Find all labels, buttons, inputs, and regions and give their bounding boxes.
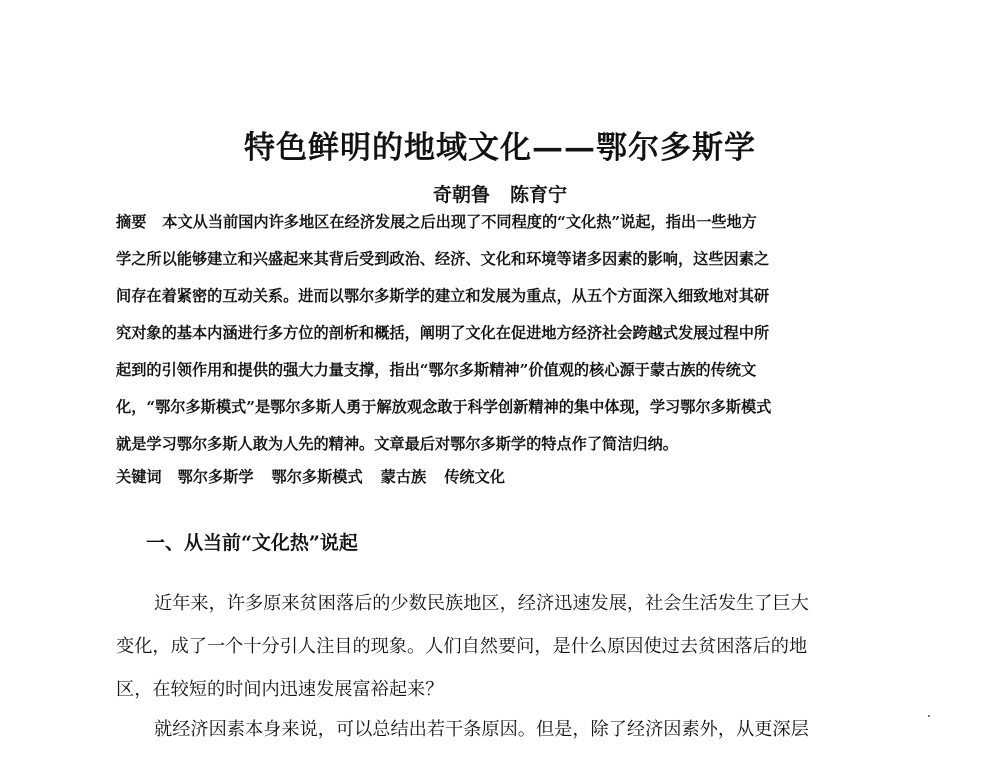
- body-line: 变化，成了一个十分引人注目的现象。人们自然要问，是什么原因使过去贫困落后的地: [116, 636, 808, 657]
- keywords-label: 关键词: [116, 468, 162, 486]
- abstract-line: [116, 211, 886, 233]
- body-line: 近年来，许多原来贫困落后的少数民族地区，经济迅速发展，社会生活发生了巨大: [154, 593, 809, 614]
- abstract-line: 就是学习鄂尔多斯人敢为人先的精神。文章最后对鄂尔多斯学的特点作了简洁归纳。: [116, 435, 678, 453]
- scan-speck: [928, 715, 930, 717]
- body-line: 区，在较短的时间内迅速发展富裕起来？: [116, 679, 444, 700]
- section-heading: 一、从当前“文化热”说起: [146, 532, 358, 554]
- paper-title: 特色鲜明的地域文化——鄂尔多斯学: [244, 130, 756, 166]
- author-list: [0, 180, 1000, 207]
- abstract-text: 本文从当前国内许多地区在经济发展之后出现了不同程度的“文化热”说起，指出一些地方: [162, 213, 757, 231]
- keywords-line: [116, 466, 886, 488]
- abstract-line: 化，“鄂尔多斯模式”是鄂尔多斯人勇于解放观念敢于科学创新精神的集中体现，学习鄂尔多斯模式: [116, 398, 772, 416]
- keyword: 传统文化: [444, 468, 505, 486]
- abstract-line: 间存在着紧密的互动关系。进而以鄂尔多斯学的建立和发展为重点，从五个方面深入细致地对其研: [116, 287, 770, 305]
- author-name: 陈育宁: [510, 184, 568, 206]
- body-line: 就经济因素本身来说，可以总结出若干条原因。但是，除了经济因素外，从更深层: [154, 719, 809, 740]
- abstract-line: 究对象的基本内涵进行多方位的剖析和概括，阐明了文化在促进地方经济社会跨越式发展过程中所: [116, 324, 770, 342]
- abstract-line: 学之所以能够建立和兴盛起来其背后受到政治、经济、文化和环境等诸多因素的影响，这些因素之: [116, 250, 770, 268]
- keyword: 鄂尔多斯学: [177, 468, 254, 486]
- keyword: 鄂尔多斯模式: [271, 468, 363, 486]
- keyword: 蒙古族: [380, 468, 427, 486]
- abstract-line: 起到的引领作用和提供的强大力量支撑，指出“鄂尔多斯精神”价值观的核心源于蒙古族的传统文: [116, 361, 757, 379]
- author-name: 奇朝鲁: [432, 184, 490, 206]
- abstract-label: 摘要: [116, 213, 147, 231]
